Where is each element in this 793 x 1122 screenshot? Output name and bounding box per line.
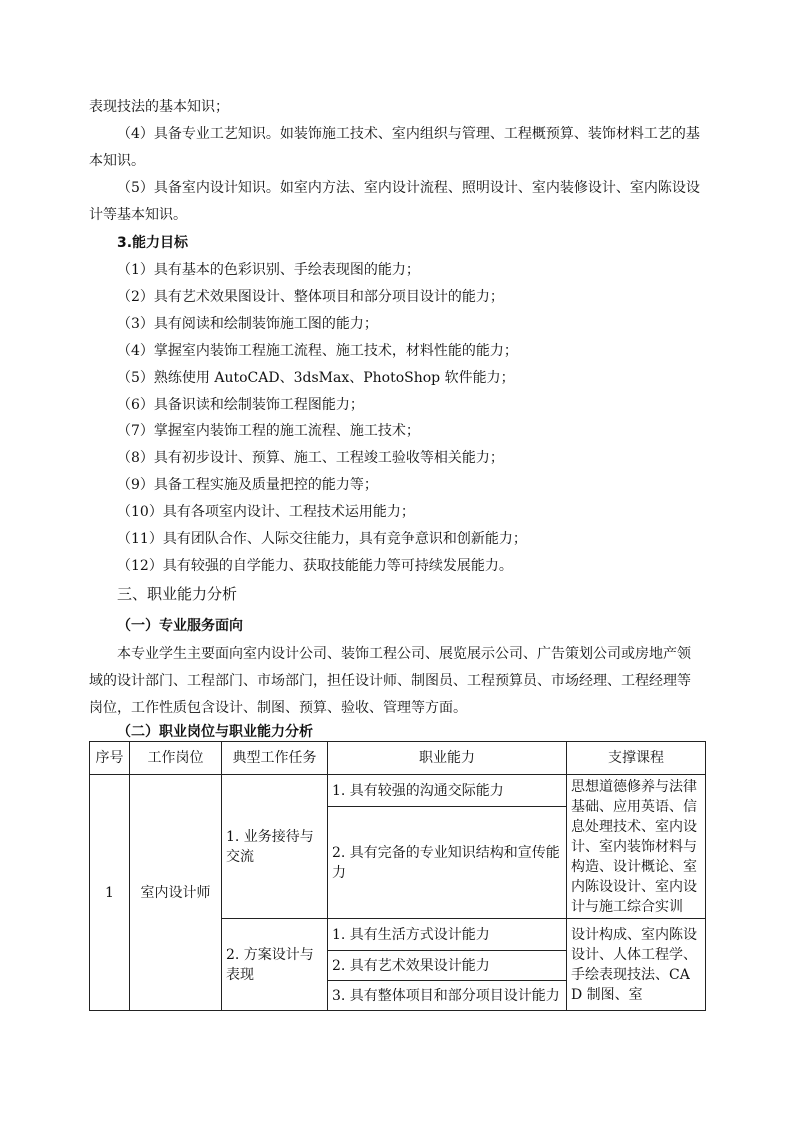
ability-item: （4）掌握室内装饰工程施工流程、施工技术，材料性能的能力；: [117, 343, 518, 359]
paragraph-line: （5）具备室内设计知识。如室内方法、室内设计流程、照明设计、室内装修设计、室内陈设设: [117, 180, 700, 196]
paragraph-line: 本专业学生主要面向室内设计公司、装饰工程公司、展览展示公司、广告策划公司或房地产领: [117, 646, 691, 662]
course-cell: 设计构成、室内陈设设计、人体工程学、手绘表现技法、CAD 制图、室: [567, 919, 706, 1011]
table-header-row: [90, 742, 706, 775]
ability-cell: 3. 具有整体项目和部分项目设计能力: [328, 981, 567, 1011]
ability-cell: 2. 具有完备的专业知识结构和宣传能力: [328, 807, 567, 919]
ability-item: （7）掌握室内装饰工程的施工流程、施工技术；: [117, 423, 420, 439]
paragraph-line: （4）具备专业工艺知识。如装饰施工技术、室内组织与管理、工程概预算、装饰材料工艺的基: [117, 126, 700, 142]
ability-cell: 1. 具有生活方式设计能力: [328, 919, 567, 951]
col-header-task: 典型工作任务: [222, 742, 328, 775]
col-header-ability: 职业能力: [328, 742, 567, 775]
ability-item: （2）具有艺术效果图设计、整体项目和部分项目设计的能力；: [117, 289, 504, 305]
ability-cell: 1. 具有较强的沟通交际能力: [328, 775, 567, 807]
section-title: 三、职业能力分析: [117, 585, 238, 603]
task-cell: 1. 业务接待与交流: [222, 775, 328, 919]
paragraph-line: 域的设计部门、工程部门、市场部门，担任设计师、制图员、工程预算员、市场经理、工程经理等: [89, 673, 691, 689]
paragraph-line: 岗位，工作性质包含设计、制图、预算、验收、管理等方面。: [89, 700, 467, 716]
subsection-title: （二）职业岗位与职业能力分析: [117, 724, 313, 740]
ability-item: （10）具有各项室内设计、工程技术运用能力；: [117, 504, 415, 520]
ability-item: （6）具备识读和绘制装饰工程图能力；: [117, 397, 364, 413]
ability-item: （5）熟练使用 AutoCAD、3dsMax、PhotoShop 软件能力；: [117, 370, 515, 386]
job-position: 室内设计师: [130, 775, 222, 1011]
table-row: [90, 775, 706, 807]
career-ability-table: [89, 741, 706, 1011]
paragraph-line: 计等基本知识。: [89, 207, 187, 223]
paragraph-line: 表现技法的基本知识；: [89, 99, 229, 115]
course-cell: 思想道德修养与法律基础、应用英语、信息处理技术、室内设计、室内装饰材料与构造、设计概论、室内陈设设计、室内设计与施工综合实训: [567, 775, 706, 919]
ability-item: （1）具有基本的色彩识别、手绘表现图的能力；: [117, 262, 420, 278]
ability-item: （9）具备工程实施及质量把控的能力等；: [117, 477, 378, 493]
paragraph-line: 本知识。: [89, 153, 145, 169]
ability-cell: 2. 具有艺术效果设计能力: [328, 951, 567, 981]
subsection-title: （一）专业服务面向: [117, 618, 243, 634]
col-header-no: 序号: [90, 742, 130, 775]
ability-item: （11）具有团队合作、人际交往能力，具有竞争意识和创新能力；: [117, 531, 527, 547]
col-header-position: 工作岗位: [130, 742, 222, 775]
ability-item: （3）具有阅读和绘制装饰施工图的能力；: [117, 316, 378, 332]
col-header-course: 支撑课程: [567, 742, 706, 775]
ability-heading: 3.能力目标: [117, 235, 189, 251]
row-number: 1: [90, 775, 130, 1011]
ability-item: （8）具有初步设计、预算、施工、工程竣工验收等相关能力；: [117, 450, 504, 466]
task-cell: 2. 方案设计与表现: [222, 919, 328, 1011]
ability-item: （12）具有较强的自学能力、获取技能能力等可持续发展能力。: [117, 558, 513, 574]
